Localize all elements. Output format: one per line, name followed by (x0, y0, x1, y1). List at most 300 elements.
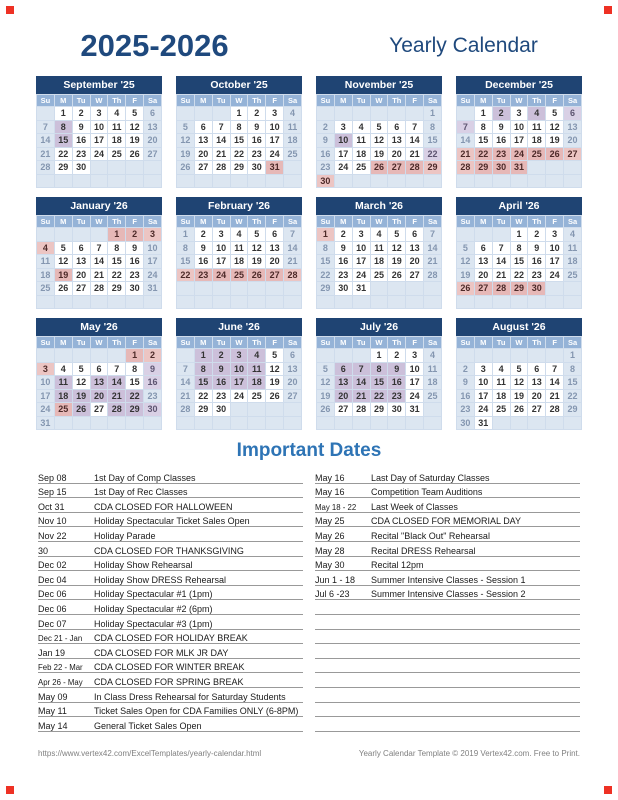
day-cell: 24 (212, 268, 230, 282)
day-cell (457, 295, 475, 309)
day-cell: 15 (474, 134, 492, 148)
important-date-label: 30 (38, 545, 49, 556)
week-row (457, 161, 582, 175)
day-cell: 10 (474, 376, 492, 390)
important-date-label: Nov 10 (38, 516, 67, 527)
day-cell: 11 (352, 134, 370, 148)
corner-mark-bottom-right (604, 786, 612, 794)
day-cell: 6 (144, 107, 162, 121)
important-date-desc: Holiday Spectacular #3 (1pm) (94, 618, 213, 629)
important-date-label: May 25 (315, 516, 345, 527)
day-cell: 6 (334, 362, 352, 376)
day-cell (457, 107, 475, 121)
day-cell: 23 (388, 389, 406, 403)
day-cell: 8 (230, 120, 248, 134)
day-cell: 4 (230, 228, 248, 242)
day-cell: 12 (54, 255, 72, 269)
day-cell: 1 (564, 349, 582, 363)
day-cell (370, 282, 388, 296)
day-cell: 8 (317, 241, 335, 255)
day-cell: 24 (230, 389, 248, 403)
month-calendar (456, 197, 582, 309)
important-dates-heading: Important Dates (236, 440, 382, 461)
day-cell: 4 (492, 362, 510, 376)
day-cell: 4 (37, 241, 55, 255)
day-cell: 3 (474, 362, 492, 376)
day-cell: 2 (528, 228, 546, 242)
day-cell: 5 (546, 107, 564, 121)
day-cell: 19 (248, 255, 266, 269)
weekday-header-row (177, 216, 302, 228)
day-cell: 19 (388, 255, 406, 269)
day-cell: 24 (406, 389, 424, 403)
important-date-label: May 11 (38, 706, 67, 717)
page-footer (38, 749, 580, 758)
day-cell: 18 (370, 255, 388, 269)
important-date-desc: Holiday Show Rehearsal (94, 560, 193, 571)
day-cell: 4 (528, 107, 546, 121)
day-cell (510, 174, 528, 188)
day-cell: 13 (406, 241, 424, 255)
important-dates-left-column (38, 469, 303, 732)
day-cell: 22 (474, 147, 492, 161)
day-cell: 15 (177, 255, 195, 269)
day-cell: 16 (72, 134, 90, 148)
important-date-row (38, 527, 303, 542)
day-cell: 8 (126, 362, 144, 376)
important-date-desc: CDA CLOSED FOR WINTER BREAK (94, 662, 245, 673)
day-cell: 5 (317, 362, 335, 376)
day-cell: 28 (406, 161, 424, 175)
day-cell: 19 (546, 134, 564, 148)
day-cell: 31 (474, 416, 492, 430)
important-date-label: Feb 22 - Mar (38, 663, 83, 673)
weekday-header: M (54, 216, 72, 228)
important-date-row (38, 703, 303, 718)
important-date-empty-row (315, 703, 580, 718)
day-cell (126, 161, 144, 175)
weekday-header: F (546, 216, 564, 228)
week-row (457, 120, 582, 134)
month-table (176, 215, 302, 309)
day-cell: 8 (424, 120, 442, 134)
day-cell (194, 107, 212, 121)
day-cell (54, 228, 72, 242)
day-cell (72, 416, 90, 430)
day-cell: 13 (334, 376, 352, 390)
day-cell: 24 (352, 268, 370, 282)
month-table (36, 336, 162, 430)
day-cell: 30 (248, 161, 266, 175)
day-cell: 25 (230, 268, 248, 282)
day-cell: 25 (37, 282, 55, 296)
weekday-header: Su (457, 337, 475, 349)
weekday-header: Tu (72, 337, 90, 349)
day-cell (266, 174, 284, 188)
day-cell: 13 (564, 120, 582, 134)
day-cell (90, 416, 108, 430)
day-cell (266, 416, 284, 430)
day-cell (230, 295, 248, 309)
day-cell: 12 (177, 134, 195, 148)
day-cell: 5 (54, 241, 72, 255)
month-title: August '26 (456, 318, 582, 336)
day-cell: 22 (177, 268, 195, 282)
weekday-header: F (406, 216, 424, 228)
day-cell (564, 416, 582, 430)
day-cell: 3 (510, 107, 528, 121)
day-cell (212, 174, 230, 188)
day-cell: 1 (194, 349, 212, 363)
day-cell: 16 (388, 376, 406, 390)
day-cell: 16 (528, 255, 546, 269)
year-title: 2025-2026 (80, 28, 229, 63)
day-cell: 2 (194, 228, 212, 242)
weekday-header-row (457, 216, 582, 228)
important-date-label: Sep 15 (38, 487, 67, 498)
week-row (37, 295, 162, 309)
day-cell: 6 (528, 362, 546, 376)
week-row (37, 255, 162, 269)
day-cell: 16 (334, 255, 352, 269)
day-cell (144, 174, 162, 188)
day-cell: 29 (317, 282, 335, 296)
day-cell (528, 295, 546, 309)
weekday-header: Su (177, 95, 195, 107)
important-date-label: May 09 (38, 691, 68, 702)
day-cell: 6 (72, 241, 90, 255)
weekday-header: Th (108, 337, 126, 349)
weekday-header: Su (457, 95, 475, 107)
day-cell: 4 (352, 120, 370, 134)
day-cell (230, 416, 248, 430)
day-cell: 5 (177, 120, 195, 134)
weekday-header: Th (388, 95, 406, 107)
day-cell: 30 (72, 161, 90, 175)
day-cell (177, 107, 195, 121)
week-row (317, 282, 442, 296)
weekday-header: M (334, 337, 352, 349)
weekday-header: Sa (424, 95, 442, 107)
day-cell: 9 (317, 134, 335, 148)
day-cell (406, 174, 424, 188)
day-cell: 17 (266, 134, 284, 148)
weekday-header: Tu (352, 95, 370, 107)
week-row (457, 349, 582, 363)
day-cell: 17 (406, 376, 424, 390)
day-cell (492, 295, 510, 309)
day-cell: 23 (194, 268, 212, 282)
day-cell: 2 (72, 107, 90, 121)
week-row (177, 295, 302, 309)
week-row (37, 282, 162, 296)
day-cell: 1 (126, 349, 144, 363)
day-cell: 20 (528, 389, 546, 403)
day-cell: 1 (54, 107, 72, 121)
day-cell (72, 228, 90, 242)
day-cell (37, 107, 55, 121)
important-date-desc: CDA CLOSED FOR HOLIDAY BREAK (94, 633, 248, 644)
month-title: November '25 (316, 76, 442, 94)
weekday-header: Sa (564, 95, 582, 107)
important-date-row (38, 673, 303, 688)
weekday-header: Th (108, 95, 126, 107)
day-cell: 9 (528, 241, 546, 255)
day-cell (126, 174, 144, 188)
day-cell: 15 (564, 376, 582, 390)
day-cell (406, 295, 424, 309)
day-cell: 25 (424, 389, 442, 403)
day-cell: 10 (510, 120, 528, 134)
important-date-label: Dec 04 (38, 574, 67, 585)
month-table (316, 94, 442, 188)
important-date-row (38, 513, 303, 528)
day-cell: 17 (90, 134, 108, 148)
day-cell: 5 (72, 362, 90, 376)
day-cell: 9 (126, 241, 144, 255)
day-cell: 23 (492, 147, 510, 161)
day-cell: 11 (37, 255, 55, 269)
weekday-header: Su (177, 216, 195, 228)
weekday-header: F (546, 95, 564, 107)
day-cell: 3 (144, 228, 162, 242)
page-header (0, 0, 618, 64)
day-cell: 12 (510, 376, 528, 390)
weekday-header: F (126, 216, 144, 228)
weekday-header: Tu (212, 337, 230, 349)
day-cell (388, 282, 406, 296)
calendar-type-label: Yearly Calendar (389, 34, 538, 57)
day-cell: 28 (37, 161, 55, 175)
day-cell (212, 295, 230, 309)
important-date-desc: Ticket Sales Open for CDA Families ONLY (6-8PM) (94, 706, 299, 717)
day-cell: 5 (510, 362, 528, 376)
day-cell: 12 (72, 376, 90, 390)
day-cell (388, 174, 406, 188)
day-cell: 2 (334, 228, 352, 242)
week-row (177, 255, 302, 269)
day-cell (266, 403, 284, 417)
day-cell: 26 (248, 268, 266, 282)
day-cell: 20 (284, 376, 302, 390)
weekday-header: Tu (212, 216, 230, 228)
day-cell: 31 (510, 161, 528, 175)
month-calendar (316, 76, 442, 188)
weekday-header-row (457, 337, 582, 349)
day-cell: 29 (370, 403, 388, 417)
week-row (177, 389, 302, 403)
day-cell (126, 295, 144, 309)
day-cell: 10 (352, 241, 370, 255)
day-cell (108, 416, 126, 430)
month-calendar (36, 76, 162, 188)
day-cell (284, 416, 302, 430)
week-row (37, 268, 162, 282)
week-row (457, 241, 582, 255)
important-date-row (315, 586, 580, 601)
important-date-row (38, 630, 303, 645)
week-row (37, 362, 162, 376)
weekday-header: Sa (564, 337, 582, 349)
month-title: March '26 (316, 197, 442, 215)
day-cell: 28 (212, 161, 230, 175)
week-row (177, 120, 302, 134)
day-cell (546, 416, 564, 430)
day-cell: 2 (388, 349, 406, 363)
day-cell: 15 (317, 255, 335, 269)
important-date-row (315, 527, 580, 542)
day-cell: 1 (230, 107, 248, 121)
day-cell: 21 (546, 389, 564, 403)
weekday-header: M (474, 337, 492, 349)
day-cell (457, 349, 475, 363)
day-cell: 27 (406, 268, 424, 282)
day-cell: 23 (212, 389, 230, 403)
weekday-header: W (510, 95, 528, 107)
week-row (317, 228, 442, 242)
day-cell (230, 174, 248, 188)
weekday-header: Su (317, 337, 335, 349)
week-row (317, 416, 442, 430)
day-cell: 6 (564, 107, 582, 121)
day-cell: 30 (126, 282, 144, 296)
important-date-row (38, 600, 303, 615)
day-cell: 11 (108, 120, 126, 134)
day-cell: 20 (406, 255, 424, 269)
day-cell: 27 (334, 403, 352, 417)
weekday-header: M (194, 337, 212, 349)
weekday-header: M (474, 95, 492, 107)
day-cell: 11 (248, 362, 266, 376)
day-cell: 19 (72, 389, 90, 403)
template-url-link[interactable]: https://www.vertex42.com/ExcelTemplates/yearly-calendar.html (38, 749, 262, 758)
day-cell (230, 403, 248, 417)
week-row (457, 282, 582, 296)
day-cell: 30 (317, 174, 335, 188)
day-cell: 26 (388, 268, 406, 282)
day-cell (370, 416, 388, 430)
important-date-desc: Holiday Spectacular #1 (1pm) (94, 589, 213, 600)
day-cell (108, 174, 126, 188)
weekday-header: Sa (424, 337, 442, 349)
day-cell (248, 295, 266, 309)
day-cell: 15 (510, 255, 528, 269)
day-cell (334, 349, 352, 363)
week-row (37, 147, 162, 161)
month-calendar (316, 197, 442, 309)
day-cell: 8 (177, 241, 195, 255)
day-cell: 26 (266, 389, 284, 403)
day-cell: 13 (194, 134, 212, 148)
important-date-label: May 18 - 22 (315, 502, 357, 512)
day-cell: 24 (546, 268, 564, 282)
day-cell: 4 (564, 228, 582, 242)
day-cell: 21 (406, 147, 424, 161)
important-date-row (38, 659, 303, 674)
day-cell: 14 (546, 376, 564, 390)
day-cell: 6 (194, 120, 212, 134)
day-cell: 19 (510, 389, 528, 403)
day-cell: 21 (90, 268, 108, 282)
day-cell: 4 (424, 349, 442, 363)
day-cell: 29 (230, 161, 248, 175)
month-calendar (456, 318, 582, 430)
week-row (177, 403, 302, 417)
day-cell: 28 (177, 403, 195, 417)
day-cell (284, 282, 302, 296)
day-cell (334, 416, 352, 430)
important-date-label: May 26 (315, 530, 345, 541)
day-cell (317, 107, 335, 121)
day-cell (212, 416, 230, 430)
weekday-header: Sa (424, 216, 442, 228)
weekday-header: W (510, 337, 528, 349)
day-cell: 30 (388, 403, 406, 417)
day-cell: 7 (457, 120, 475, 134)
important-date-label: May 16 (315, 472, 345, 483)
day-cell: 1 (474, 107, 492, 121)
day-cell: 23 (317, 161, 335, 175)
day-cell: 13 (474, 255, 492, 269)
day-cell (406, 416, 424, 430)
week-row (457, 376, 582, 390)
day-cell (352, 349, 370, 363)
important-date-empty-row (315, 630, 580, 645)
day-cell (564, 161, 582, 175)
important-date-label: Dec 06 (38, 589, 67, 600)
day-cell: 22 (108, 268, 126, 282)
day-cell: 16 (317, 147, 335, 161)
week-row (177, 241, 302, 255)
day-cell: 29 (54, 161, 72, 175)
day-cell (370, 295, 388, 309)
month-title: September '25 (36, 76, 162, 94)
weekday-header: Tu (352, 337, 370, 349)
day-cell: 7 (108, 362, 126, 376)
weekday-header: F (546, 337, 564, 349)
weekday-header: Tu (352, 216, 370, 228)
day-cell: 11 (564, 241, 582, 255)
day-cell: 25 (564, 268, 582, 282)
day-cell (108, 295, 126, 309)
day-cell (352, 295, 370, 309)
week-row (37, 228, 162, 242)
important-date-row (38, 688, 303, 703)
day-cell (144, 295, 162, 309)
weekday-header: W (230, 95, 248, 107)
day-cell (492, 349, 510, 363)
day-cell (492, 228, 510, 242)
week-row (457, 228, 582, 242)
day-cell (317, 416, 335, 430)
weekday-header: F (406, 95, 424, 107)
day-cell: 21 (352, 389, 370, 403)
day-cell: 12 (248, 241, 266, 255)
day-cell: 25 (492, 403, 510, 417)
important-date-desc: 1st Day of Rec Classes (94, 487, 188, 498)
day-cell: 29 (126, 403, 144, 417)
month-title: July '26 (316, 318, 442, 336)
day-cell (108, 161, 126, 175)
day-cell: 1 (510, 228, 528, 242)
day-cell (177, 295, 195, 309)
day-cell: 23 (144, 389, 162, 403)
day-cell (528, 174, 546, 188)
day-cell: 31 (37, 416, 55, 430)
important-date-label: Oct 31 (38, 501, 65, 512)
day-cell: 6 (266, 228, 284, 242)
day-cell: 16 (194, 255, 212, 269)
